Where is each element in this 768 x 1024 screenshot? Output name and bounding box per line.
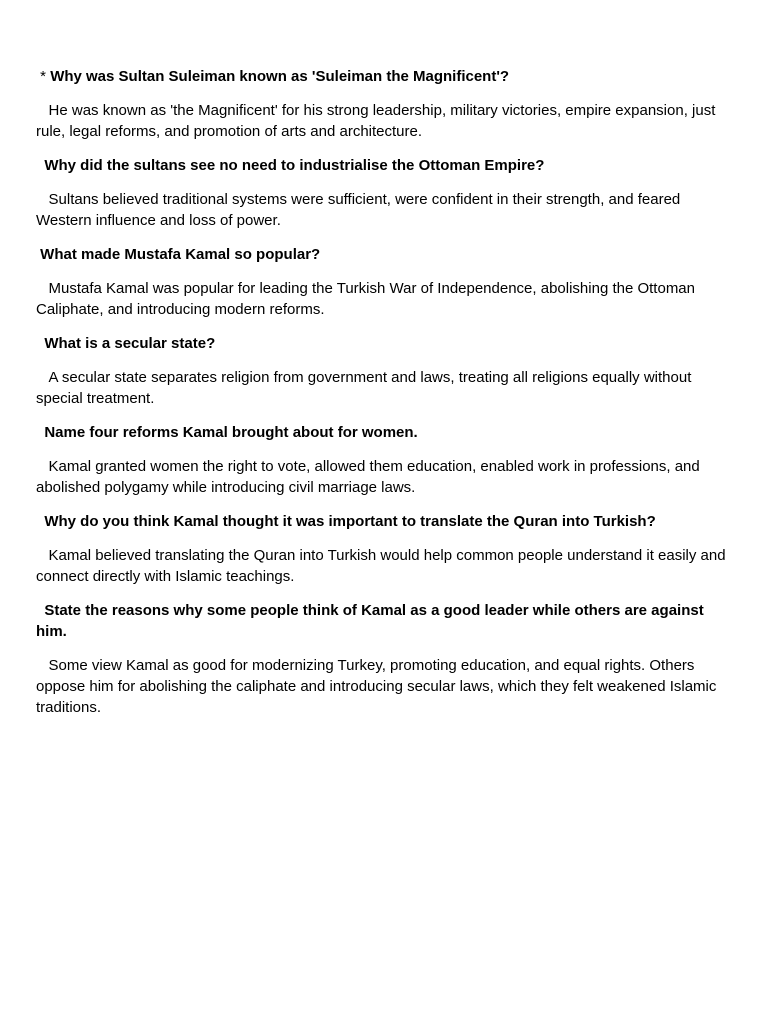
- answer-1: He was known as 'the Magnificent' for his strong leadership, military victories, empire expansion, just rule, legal reforms, and promotion of arts and architecture.: [36, 102, 720, 140]
- question-5: Name four reforms Kamal brought about for women.: [36, 424, 418, 441]
- qa-item-4: [36, 333, 732, 409]
- qa-item-2: [36, 155, 732, 231]
- question-3: What made Mustafa Kamal so popular?: [36, 246, 321, 263]
- question-4: What is a secular state?: [36, 335, 216, 352]
- answer-5: Kamal granted women the right to vote, allowed them education, enabled work in professions, and abolished polygamy while introducing civil marriage laws.: [36, 458, 704, 496]
- qa-item-1: [36, 66, 732, 142]
- question-1-text: Why was Sultan Suleiman known as 'Suleiman the Magnificent'?: [50, 68, 510, 85]
- qa-item-7: [36, 600, 732, 718]
- answer-2: Sultans believed traditional systems were sufficient, were confident in their strength, and feared Western influence and loss of power.: [36, 191, 685, 229]
- answer-3: Mustafa Kamal was popular for leading the Turkish War of Independence, abolishing the Ottoman Caliphate, and introducing modern reforms.: [36, 280, 700, 318]
- question-6: Why do you think Kamal thought it was important to translate the Quran into Turkish?: [36, 513, 656, 530]
- question-7: State the reasons why some people think of Kamal as a good leader while others are against him.: [36, 602, 708, 640]
- answer-6: Kamal believed translating the Quran into Turkish would help common people understand it easily and connect directly with Islamic teachings.: [36, 547, 730, 585]
- qa-item-6: [36, 511, 732, 587]
- bullet-marker: *: [36, 68, 51, 85]
- qa-item-5: [36, 422, 732, 498]
- question-2: Why did the sultans see no need to industrialise the Ottoman Empire?: [36, 157, 545, 174]
- answer-4: A secular state separates religion from government and laws, treating all religions equally without special treatment.: [36, 369, 696, 407]
- qa-item-3: [36, 244, 732, 320]
- question-1: [36, 66, 732, 87]
- answer-7: Some view Kamal as good for modernizing Turkey, promoting education, and equal rights. Others oppose him for abolishing the caliphate and introducing secular laws, which they felt weakened Islamic traditions.: [36, 657, 721, 716]
